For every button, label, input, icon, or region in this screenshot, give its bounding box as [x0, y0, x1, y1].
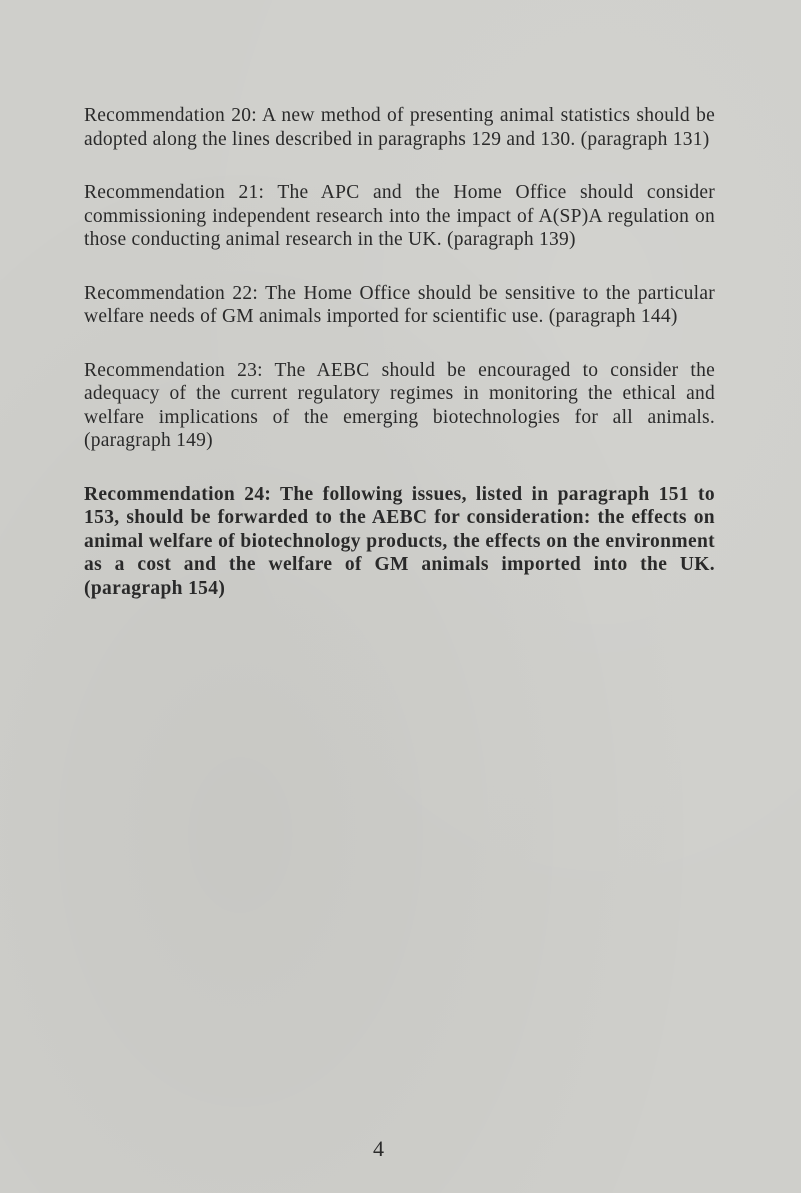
recommendation-24: Recommendation 24: The following issues, listed in paragraph 151 to 153, should be forwarded to the AEBC for consideration: the effects on animal welfare of biotechnology products, the effects on the environment as a cost and the welfare of GM animals imported into the UK. (paragraph 154) — [84, 483, 715, 599]
recommendation-20: Recommendation 20: A new method of presenting animal statistics should be adopted along the lines described in paragraphs 129 and 130. (paragraph 131) — [84, 105, 715, 150]
recommendations-list — [84, 104, 715, 630]
recommendation-23: Recommendation 23: The AEBC should be encouraged to consider the adequacy of the current regulatory regimes in monitoring the ethical and welfare implications of the emerging biotechnologies for all animals. (paragraph 149) — [84, 359, 715, 451]
recommendation-21: Recommendation 21: The APC and the Home Office should consider commissioning independent research into the impact of A(SP)A regulation on those conducting animal research in the UK. (paragraph 139) — [84, 182, 715, 250]
page-number: 4 — [373, 1136, 384, 1161]
recommendation-22: Recommendation 22: The Home Office should be sensitive to the particular welfare needs of GM animals imported for scientific use. (paragraph 144) — [84, 282, 715, 327]
